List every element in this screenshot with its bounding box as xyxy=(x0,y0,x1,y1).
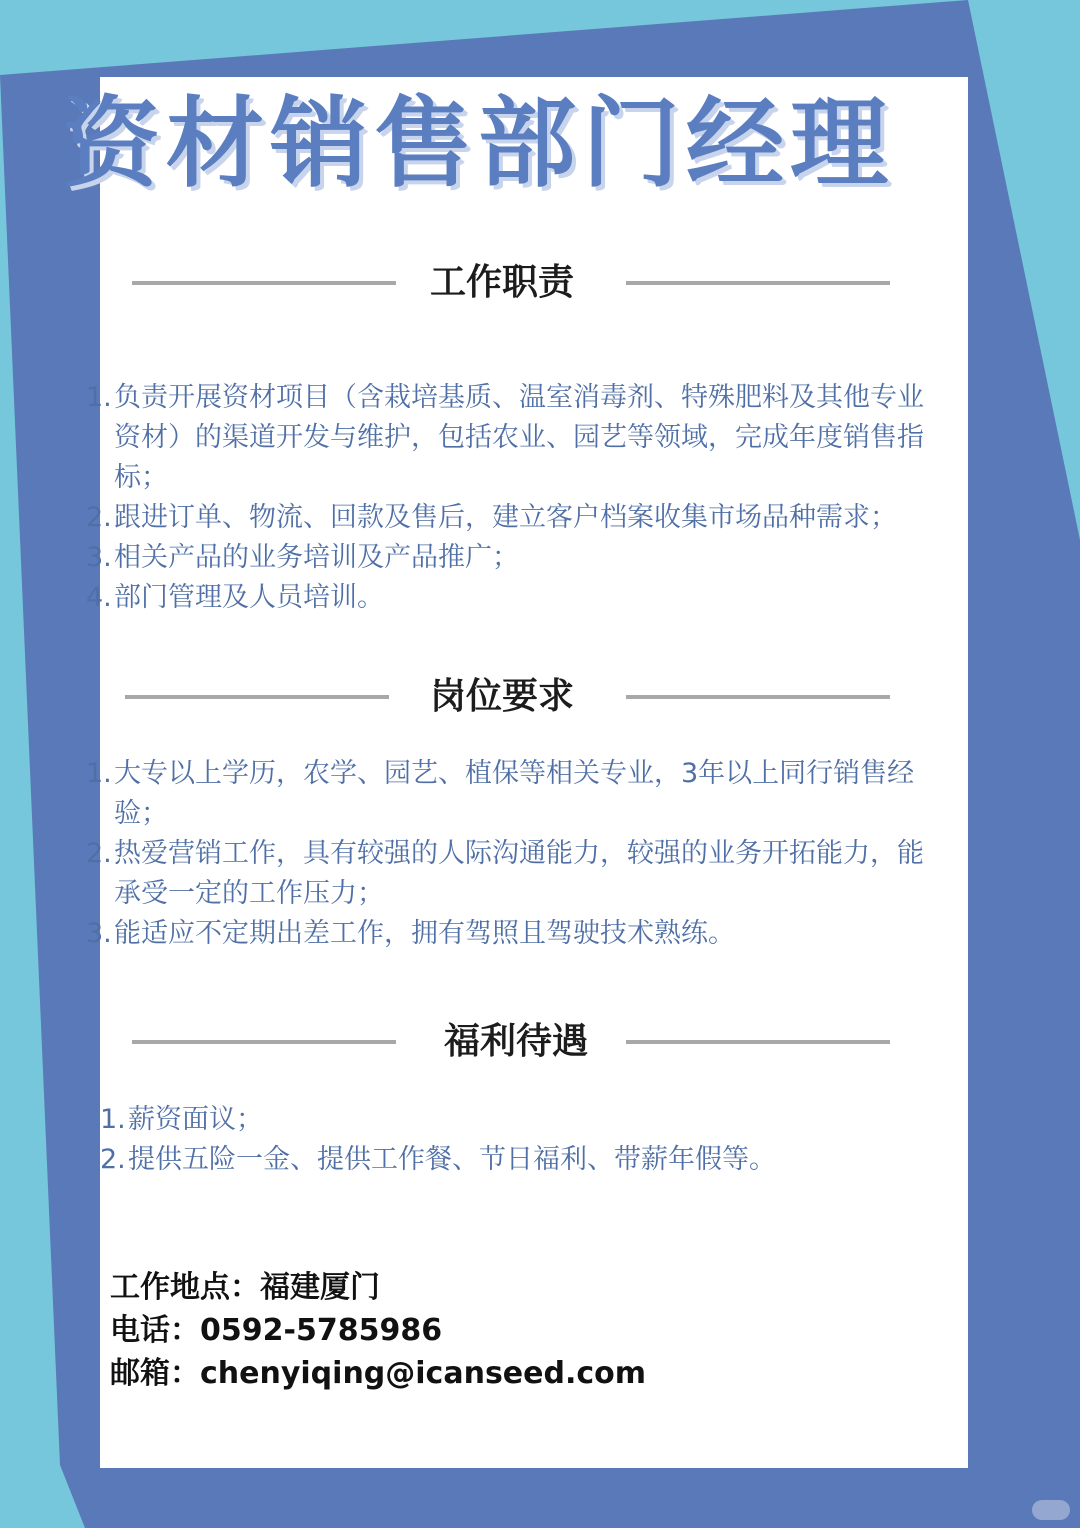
list-item xyxy=(86,914,936,954)
section-header-duties xyxy=(0,258,1080,308)
work-location: 工作地点：福建厦门 xyxy=(110,1270,380,1305)
item-text: 跟进订单、物流、回款及售后，建立客户档案收集市场品种需求； xyxy=(114,502,897,533)
item-number: 2. xyxy=(86,838,112,869)
item-number: 4. xyxy=(86,582,112,613)
list-item xyxy=(86,378,936,498)
section-heading: 工作职责 xyxy=(429,262,574,303)
list-item xyxy=(86,834,936,914)
item-number: 1. xyxy=(100,1104,126,1135)
section-header-requirements xyxy=(0,672,1080,722)
divider-left xyxy=(125,695,389,699)
divider-left xyxy=(132,281,396,285)
email-address: 邮箱：chenyiqing@icanseed.com xyxy=(110,1356,647,1391)
item-text: 薪资面议； xyxy=(128,1104,263,1135)
item-text: 相关产品的业务培训及产品推广； xyxy=(114,542,519,573)
divider-left xyxy=(132,1040,396,1044)
divider-right xyxy=(626,695,890,699)
list-item xyxy=(86,754,936,834)
item-number: 3. xyxy=(86,918,112,949)
section-header-benefits xyxy=(0,1017,1080,1067)
requirements-list xyxy=(86,754,936,954)
item-number: 1. xyxy=(86,758,112,789)
item-number: 2. xyxy=(100,1144,126,1175)
duties-list xyxy=(86,378,936,618)
divider-right xyxy=(626,281,890,285)
item-number: 3. xyxy=(86,542,112,573)
list-item xyxy=(86,538,936,578)
list-item xyxy=(100,1140,940,1180)
list-item xyxy=(86,578,936,618)
item-text: 提供五险一金、提供工作餐、节日福利、带薪年假等。 xyxy=(128,1144,776,1175)
item-text: 能适应不定期出差工作，拥有驾照且驾驶技术熟练。 xyxy=(114,918,735,949)
item-text: 大专以上学历，农学、园艺、植保等相关专业，3年以上同行销售经验； xyxy=(114,758,915,829)
item-text: 部门管理及人员培训。 xyxy=(114,582,384,613)
item-text: 负责开展资材项目（含栽培基质、温室消毒剂、特殊肥料及其他专业资材）的渠道开发与维护，包括农业、园艺等领域，完成年度销售指标； xyxy=(114,382,924,493)
list-item xyxy=(86,498,936,538)
contact-info xyxy=(110,1266,930,1395)
item-number: 1. xyxy=(86,382,112,413)
phone-number: 电话：0592-5785986 xyxy=(110,1313,443,1348)
section-heading: 岗位要求 xyxy=(429,676,574,717)
item-number: 2. xyxy=(86,502,112,533)
divider-right xyxy=(626,1040,890,1044)
benefits-list xyxy=(100,1100,940,1180)
page-title: 资材销售部门经理 xyxy=(62,87,895,201)
list-item xyxy=(100,1100,940,1140)
section-heading: 福利待遇 xyxy=(443,1021,588,1062)
item-text: 热爱营销工作，具有较强的人际沟通能力，较强的业务开拓能力，能承受一定的工作压力； xyxy=(114,838,924,909)
watermark-badge xyxy=(1032,1500,1070,1520)
